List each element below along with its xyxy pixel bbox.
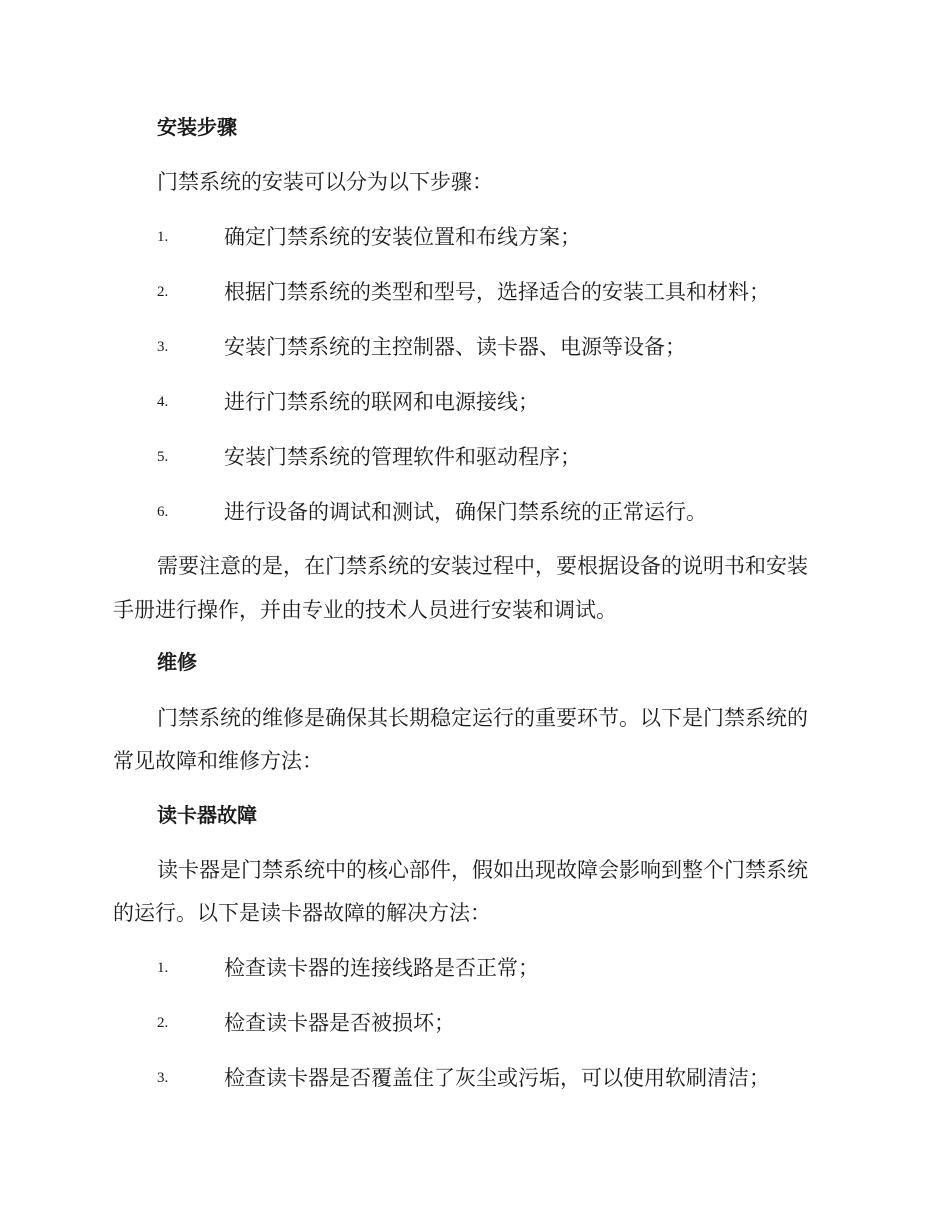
list-item-text: 确定门禁系统的安装位置和布线方案；	[224, 225, 581, 249]
list-item-text: 安装门禁系统的管理软件和驱动程序；	[224, 445, 581, 469]
list-number: 1.	[157, 229, 169, 245]
list-number: 6.	[157, 504, 169, 520]
install-note-line2: 手册进行操作，并由专业的技术人员进行安装和调试。	[113, 598, 617, 622]
reader-intro-line1: 读卡器是门禁系统中的核心部件，假如出现故障会影响到整个门禁系统	[157, 858, 808, 882]
list-number: 1.	[157, 960, 169, 976]
list-item-text: 进行设备的调试和测试，确保门禁系统的正常运行。	[224, 500, 707, 524]
list-number: 3.	[157, 1070, 169, 1086]
list-item-text: 检查读卡器是否覆盖住了灰尘或污垢，可以使用软刷清洁；	[224, 1066, 770, 1090]
list-number: 4.	[157, 394, 169, 410]
install-note-line1: 需要注意的是，在门禁系统的安装过程中，要根据设备的说明书和安装	[157, 554, 808, 578]
list-item-text: 检查读卡器的连接线路是否正常；	[224, 956, 539, 980]
list-item-text: 检查读卡器是否被损坏；	[224, 1011, 455, 1035]
list-number: 2.	[157, 1015, 169, 1031]
reader-intro-line2: 的运行。以下是读卡器故障的解决方法：	[113, 901, 491, 925]
list-item-text: 安装门禁系统的主控制器、读卡器、电源等设备；	[224, 335, 686, 359]
list-number: 2.	[157, 284, 169, 300]
list-number: 5.	[157, 449, 169, 465]
section-heading-reader: 读卡器故障	[157, 803, 257, 827]
list-number: 3.	[157, 339, 169, 355]
repair-intro-line1: 门禁系统的维修是确保其长期稳定运行的重要环节。以下是门禁系统的	[157, 706, 808, 730]
section-heading-repair: 维修	[157, 650, 197, 674]
section-heading-install: 安装步骤	[157, 115, 237, 139]
repair-intro-line2: 常见故障和维修方法：	[113, 749, 323, 773]
install-intro: 门禁系统的安装可以分为以下步骤：	[157, 170, 493, 194]
list-item-text: 根据门禁系统的类型和型号，选择适合的安装工具和材料；	[224, 280, 770, 304]
list-item-text: 进行门禁系统的联网和电源接线；	[224, 390, 539, 414]
